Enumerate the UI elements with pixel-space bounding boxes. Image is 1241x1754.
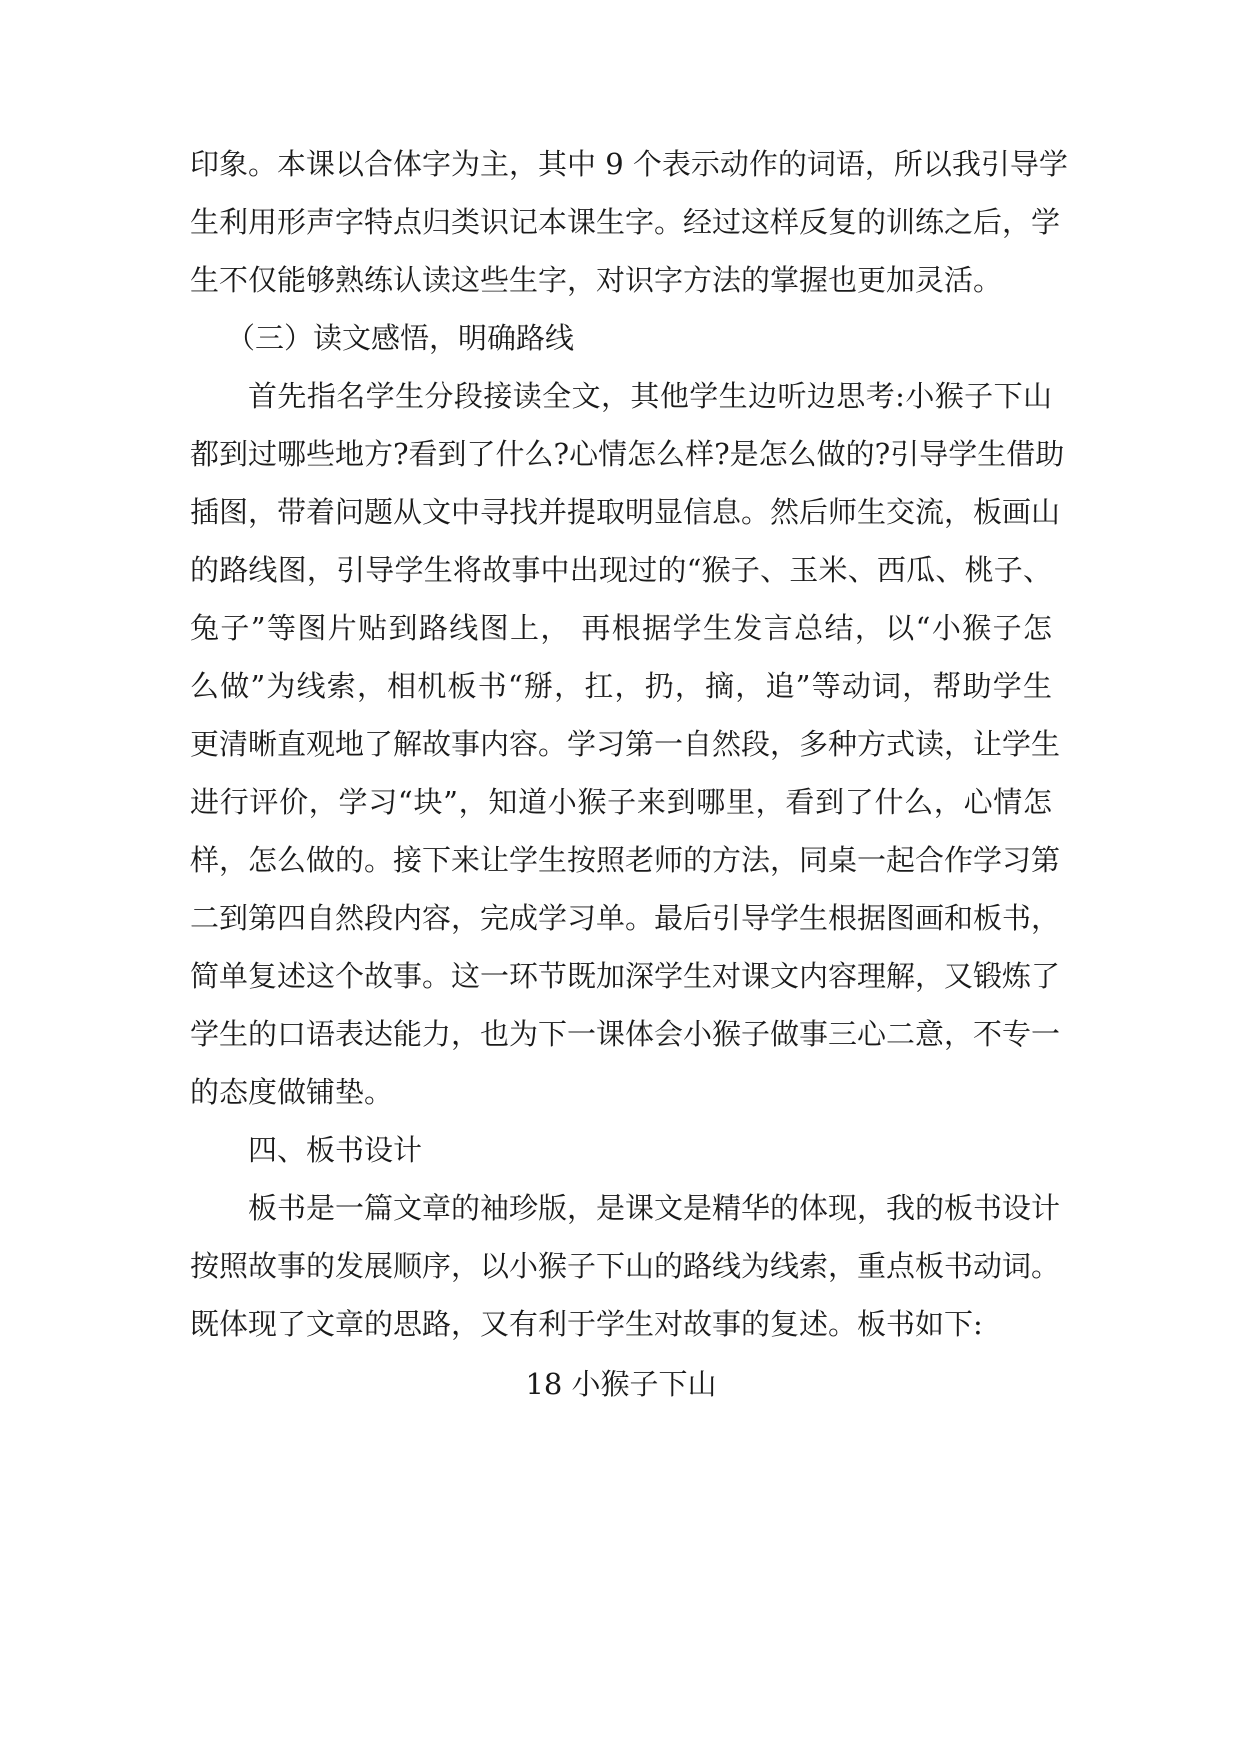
paragraph-line: 都到过哪些地方?看到了什么?心情怎么样?是怎么做的?引导学生借助 [190,437,1065,471]
section-heading: 四、板书设计 [248,1133,423,1167]
paragraph-line: 既体现了文章的思路，又有利于学生对故事的复述。板书如下: [190,1307,983,1341]
paragraph-line: 样，怎么做的。接下来让学生按照老师的方法，同桌一起合作学习第 [190,843,1061,877]
paragraph-line: 二到第四自然段内容，完成学习单。最后引导学生根据图画和板书， [190,901,1061,935]
paragraph-line: 按照故事的发展顺序，以小猴子下山的路线为线索，重点板书动词。 [190,1249,1061,1283]
paragraph-line: 的态度做铺垫。 [190,1075,394,1109]
paragraph-line: 更清晰直观地了解故事内容。学习第一自然段，多种方式读，让学生 [190,727,1061,761]
paragraph-line: 的路线图，引导学生将故事中出现过的“猴子、玉米、西瓜、桃子、 [190,553,1052,587]
paragraph-line: 么做”为线索，相机板书“掰，扛，扔，摘，追”等动词，帮助学生 [190,669,1052,703]
paragraph-line: 兔子”等图片贴到路线图上， 再根据学生发言总结，以“小猴子怎 [190,611,1052,645]
paragraph-line: 生不仅能够熟练认读这些生字，对识字方法的掌握也更加灵活。 [190,263,1003,297]
document-page [190,0,1068,1754]
section-heading: （三）读文感悟，明确路线 [226,321,575,355]
paragraph-line: 进行评价，学习“块”，知道小猴子来到哪里，看到了什么，心情怎 [190,785,1052,819]
paragraph-line: 学生的口语表达能力，也为下一课体会小猴子做事三心二意，不专一 [190,1017,1061,1051]
paragraph-line: 印象。本课以合体字为主，其中 9 个表示动作的词语，所以我引导学 [190,147,1068,181]
paragraph-line: 简单复述这个故事。这一环节既加深学生对课文内容理解，又锻炼了 [190,959,1061,993]
paragraph-line: 板书是一篇文章的袖珍版，是课文是精华的体现，我的板书设计 [248,1191,1061,1225]
paragraph-line: 插图，带着问题从文中寻找并提取明显信息。然后师生交流，板画山 [190,495,1061,529]
paragraph-line: 首先指名学生分段接读全文，其他学生边听边思考:小猴子下山 [248,379,1052,413]
paragraph-line: 生利用形声字特点归类识记本课生字。经过这样反复的训练之后，学 [190,205,1061,239]
board-title: 18 小猴子下山 [525,1367,717,1401]
